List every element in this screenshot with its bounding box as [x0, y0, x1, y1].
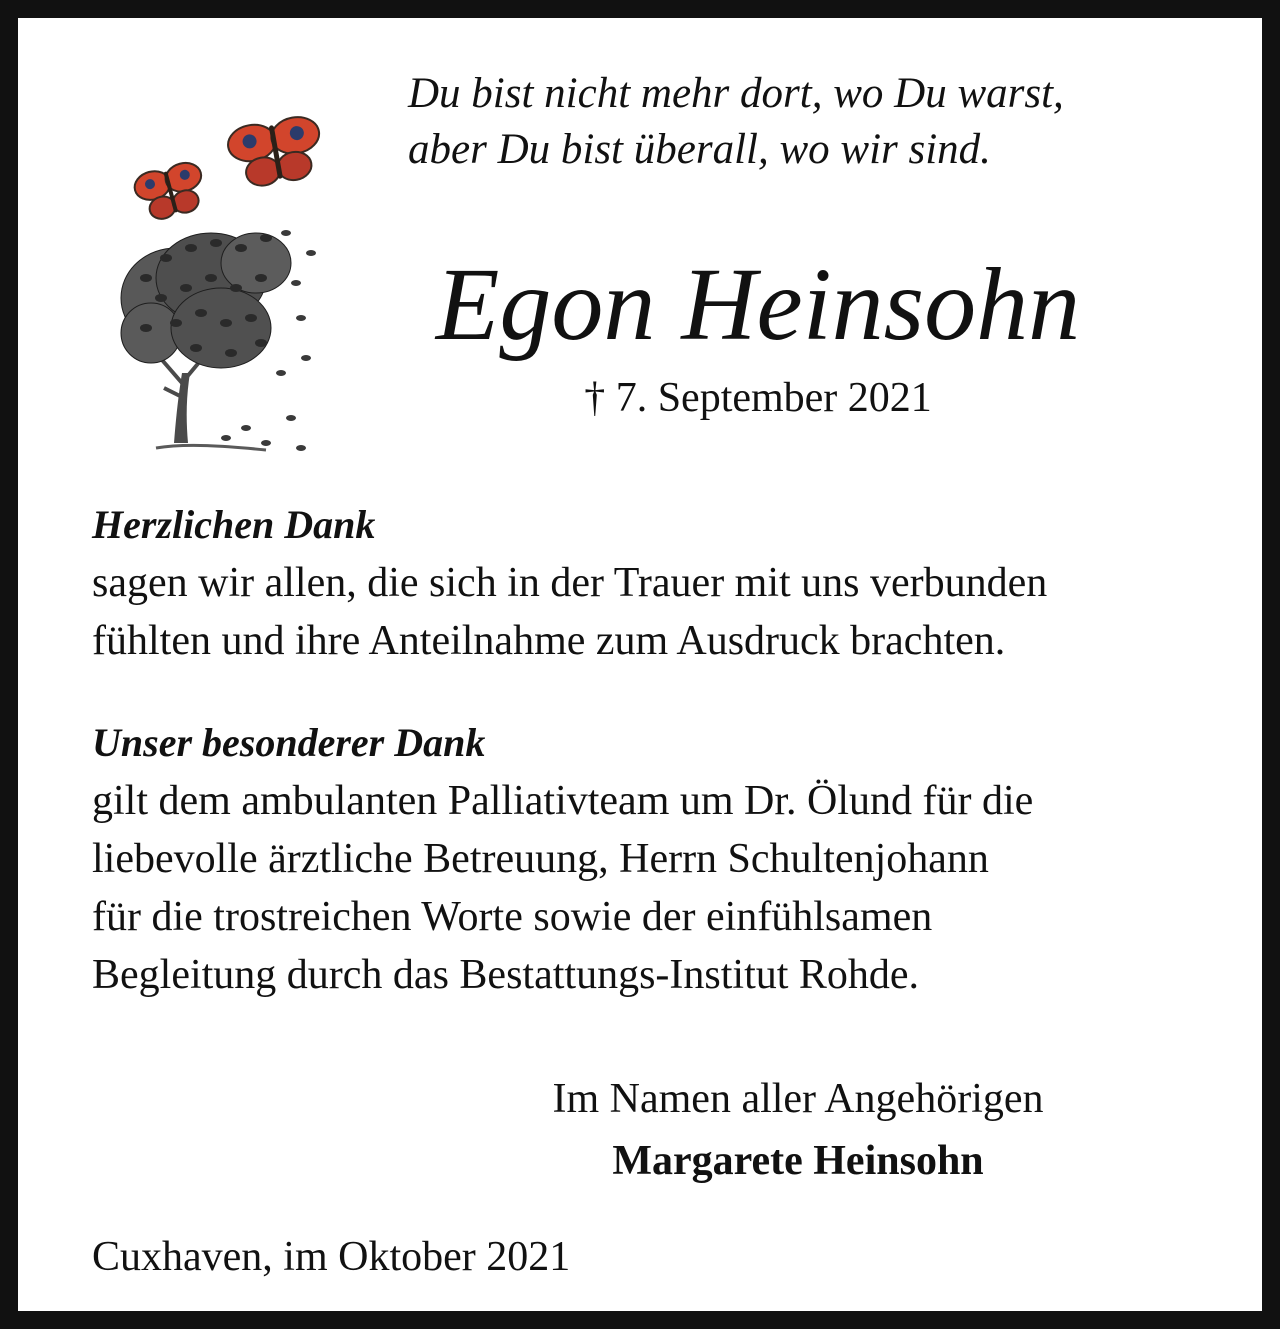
text-line: liebevolle ärztliche Betreuung, Herrn Schultenjohann: [92, 836, 989, 882]
butterfly-icon: [225, 113, 326, 190]
thanks-heading: Herzlichen Dank: [92, 502, 376, 547]
special-thanks-heading: Unser besonderer Dank: [92, 720, 486, 765]
memorial-quote: [408, 66, 1228, 178]
tree-icon: [121, 230, 316, 451]
text-line: sagen wir allen, die sich in der Trauer mit uns verbunden: [92, 560, 1048, 606]
text-line: Begleitung durch das Bestattungs-Institut Rohde.: [92, 952, 920, 998]
on-behalf-text: Im Namen aller Angehörigen: [552, 1076, 1044, 1122]
signer-name: Margarete Heinsohn: [612, 1138, 984, 1184]
place-date: Cuxhaven, im Oktober 2021: [92, 1234, 571, 1280]
text-line: gilt dem ambulanten Palliativteam um Dr. Ölund für die: [92, 778, 1034, 824]
death-date: † 7. September 2021: [584, 375, 932, 421]
text-line: für die trostreichen Worte sowie der einfühlsamen: [92, 894, 933, 940]
butterfly-icon: [131, 159, 209, 224]
quote-line: Du bist nicht mehr dort, wo Du warst,: [408, 70, 1064, 117]
thanks-section: [92, 496, 1242, 670]
quote-line: aber Du bist überall, wo wir sind.: [408, 126, 991, 173]
special-thanks-section: [92, 714, 1242, 1004]
thanks-text: [92, 554, 1242, 670]
obituary-notice: [18, 18, 1262, 1311]
tree-with-butterflies-icon: [116, 98, 336, 468]
deceased-name: Egon Heinsohn: [435, 247, 1081, 362]
text-line: fühlten und ihre Anteilnahme zum Ausdruck brachten.: [92, 618, 1006, 664]
special-thanks-text: [92, 772, 1242, 1004]
signature-block: [458, 1068, 1138, 1192]
